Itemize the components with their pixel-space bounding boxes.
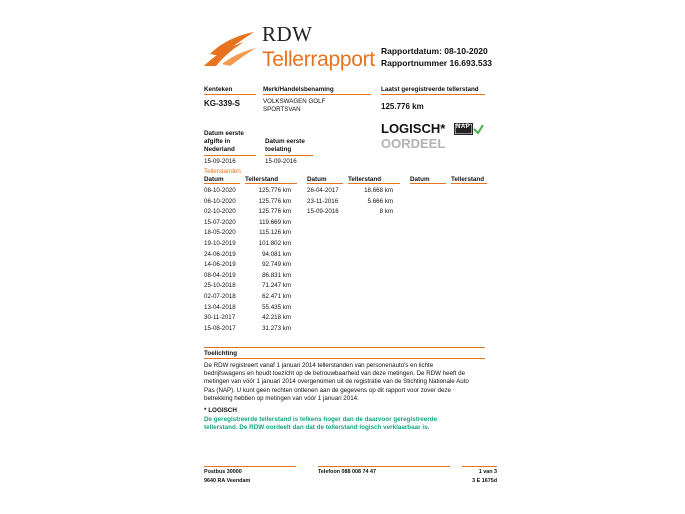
tellerstand-date: 14-06-2019 <box>204 261 236 269</box>
footer-telefoon: Telefoon 088 008 74 47 <box>318 469 377 475</box>
logisch-explanation-line: De geregistreerde tellerstand is telkens hoger dan de daarvoor geregistreerde <box>204 416 438 423</box>
col-stand-header: Tellerstand <box>348 176 382 183</box>
merk-label: Merk/Handelsbenaming <box>263 86 334 93</box>
toelating-label-line: Datum eerste <box>265 138 305 145</box>
kenteken-value: KG-339-S <box>204 99 241 108</box>
divider <box>451 183 487 184</box>
toelichting-line: metingen van vóór 1 januari 2014 overgenomen uit de registratie van de Stichting Nationale Auto <box>204 378 469 386</box>
divider <box>265 155 313 156</box>
toelichting-line: De RDW registreert vanaf 1 januari 2014 tellerstanden van personenauto's en lichte <box>204 362 434 369</box>
rdw-logo-text: RDW <box>262 22 313 46</box>
rapportnummer: Rapportnummer 16.693.533 <box>381 58 493 68</box>
toelichting-body <box>204 362 469 403</box>
toelichting-title: Toelichting <box>204 350 238 357</box>
merk-value-line1: VOLKSWAGEN GOLF <box>263 98 326 105</box>
col-datum-header: Datum <box>204 176 224 183</box>
toelating-label <box>265 138 305 154</box>
afgifte-value: 15-09-2016 <box>204 158 236 165</box>
col-stand-header: Tellerstand <box>451 176 485 183</box>
divider <box>204 155 256 156</box>
col-datum-header: Datum <box>410 176 430 183</box>
tellerstand-km: 125.776 km <box>258 197 291 205</box>
toelating-label-line: toelating <box>265 146 292 153</box>
tellerstand-date: 08-04-2019 <box>204 271 236 279</box>
logisch-verdict: LOGISCH* <box>381 121 446 136</box>
tellerstanden-title: Tellerstanden <box>204 168 241 175</box>
toelichting-line: Pas (NAP). U kunt geen rechten ontlenen aan de gegevens op dit rapport voor zover deze <box>204 386 451 394</box>
tellerstand-date: 13-04-2018 <box>204 303 236 311</box>
tellerstand-km: 55.435 km <box>262 303 291 311</box>
divider <box>263 94 371 95</box>
tellerstand-km: 125.776 km <box>258 187 291 194</box>
tellerstand-km: 101.802 km <box>258 240 291 247</box>
afgifte-label-line: afgifte in <box>204 138 231 145</box>
tellerstand-date: 19-10-2019 <box>204 240 236 247</box>
tellerstand-date: 30-11-2017 <box>204 314 236 322</box>
rapportdatum: Rapportdatum: 08-10-2020 <box>381 46 488 56</box>
footer-postbus: Postbus 30000 <box>204 469 242 475</box>
toelichting-line: bedrijfswagens en houdt toezicht op de betrouwbaarheid van deze metingen. De RDW heeft de <box>204 370 466 378</box>
tellerstand-date: 25-10-2018 <box>204 282 236 290</box>
tellerstand-km: 125.776 km <box>258 208 291 216</box>
tellerstand-date: 06-10-2020 <box>204 197 236 205</box>
tellerstand-date: 15-07-2020 <box>204 218 236 226</box>
divider <box>204 466 296 467</box>
tellerstand-km: 8 km <box>379 208 393 216</box>
tellerstand-km: 5.666 km <box>367 197 393 205</box>
col-datum-header: Datum <box>307 176 327 183</box>
laatst-label: Laatst geregistreerde tellerstand <box>381 86 479 93</box>
toelating-value: 15-09-2016 <box>265 158 297 165</box>
kenteken-label: Kenteken <box>204 86 233 93</box>
divider <box>410 183 446 184</box>
divider <box>245 183 297 184</box>
laatst-value: 125.776 km <box>381 102 424 111</box>
divider <box>318 466 450 467</box>
nap-badge-icon <box>454 122 484 134</box>
tellerstand-date: 02-10-2020 <box>204 208 236 216</box>
tellerstand-km: 94.081 km <box>262 250 291 258</box>
tellerstand-km: 62.471 km <box>262 293 291 300</box>
divider <box>348 183 400 184</box>
tellerstand-km: 86.831 km <box>262 271 291 279</box>
tellerstand-date: 02-07-2018 <box>204 293 236 300</box>
rdw-logo-mark <box>200 26 260 70</box>
afgifte-label-line: Nederland <box>204 146 235 153</box>
divider <box>204 94 256 95</box>
afgifte-label <box>204 130 244 154</box>
col-stand-header: Tellerstand <box>245 176 279 183</box>
tellerstand-date: 08-10-2020 <box>204 187 236 194</box>
tellerstand-km: 71.247 km <box>262 282 291 290</box>
divider <box>381 94 485 95</box>
tellerstand-km: 18.668 km <box>364 187 393 194</box>
merk-value-line2: SPORTSVAN <box>263 106 301 113</box>
oordeel-label: OORDEEL <box>381 136 446 151</box>
tellerstand-km: 31.273 km <box>262 324 291 332</box>
tellerstand-km: 119.669 km <box>259 218 291 226</box>
tellerstand-date: 23-11-2016 <box>307 197 339 205</box>
tellerstand-km: 115.126 km <box>259 229 291 237</box>
divider <box>204 183 240 184</box>
tellerstand-km: 92.749 km <box>262 261 291 269</box>
tellerstand-date: 26-04-2017 <box>307 187 339 194</box>
tellerstand-date: 15-08-2017 <box>204 324 236 332</box>
footer-code: 3 E 1675d <box>472 478 497 484</box>
tellerstand-date: 15-09-2016 <box>307 208 339 216</box>
divider <box>204 358 485 359</box>
logisch-explanation-line: tellerstand. De RDW oordeelt dan dat de tellerstand logisch verklaarbaar is. <box>204 424 430 432</box>
document-title: Tellerrapport <box>262 48 375 71</box>
divider <box>307 183 343 184</box>
tellerstand-date: 18-05-2020 <box>204 229 236 237</box>
nap-badge-text: NAP <box>456 124 471 130</box>
footer-plaats: 9640 RA Veendam <box>204 478 251 484</box>
toelichting-line: betrekking hebben op metingen van vóór 1 januari 2014. <box>204 394 359 402</box>
footer-page: 1 van 3 <box>478 469 497 475</box>
logisch-footnote-label: * LOGISCH <box>204 407 237 414</box>
divider <box>204 347 485 348</box>
afgifte-label-line: Datum eerste <box>204 130 244 137</box>
tellerstand-km: 42.218 km <box>262 314 291 322</box>
logisch-explanation <box>204 416 437 432</box>
tellerstand-date: 24-06-2019 <box>204 250 236 258</box>
divider <box>462 466 497 467</box>
